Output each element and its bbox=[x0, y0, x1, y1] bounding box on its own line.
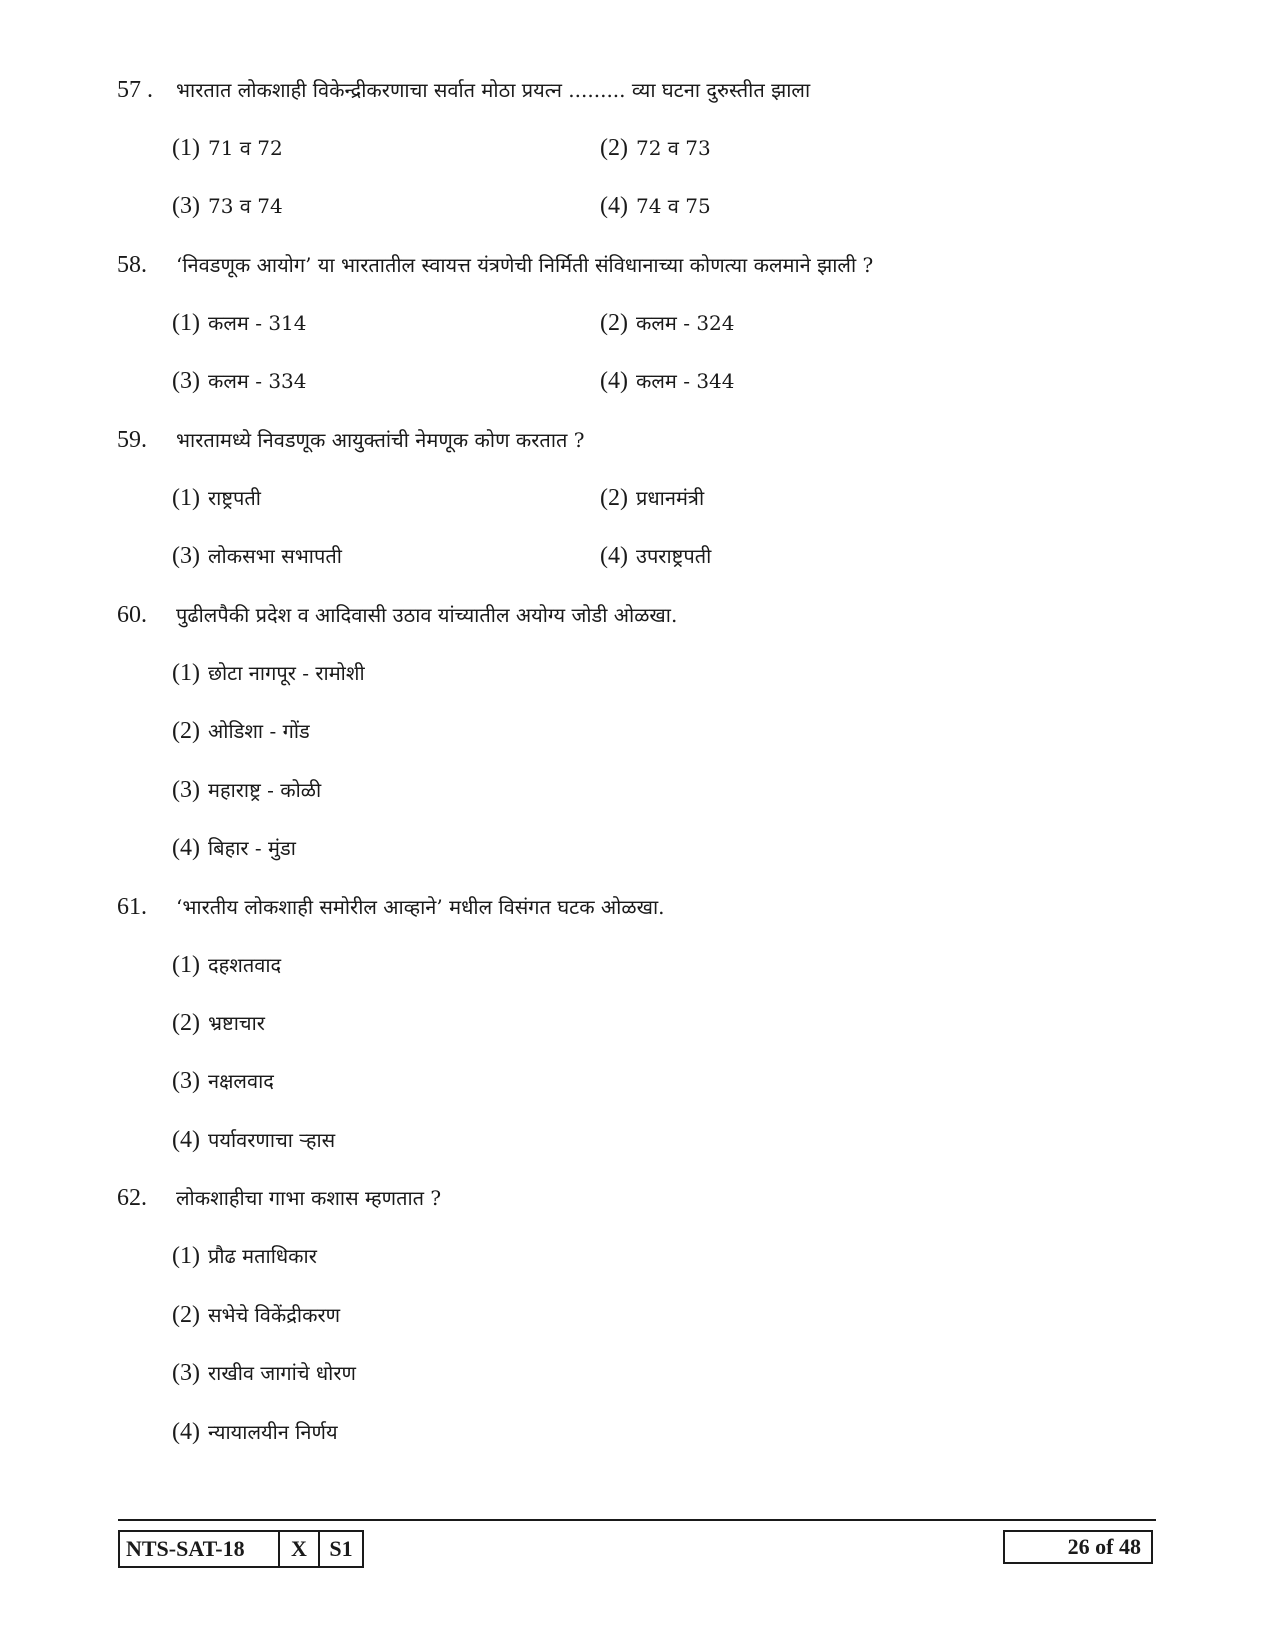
option-number: (1) bbox=[172, 485, 200, 511]
option-1 bbox=[172, 1241, 317, 1271]
option-3 bbox=[172, 1358, 356, 1388]
paper-set: S1 bbox=[329, 1536, 353, 1561]
option-1 bbox=[172, 308, 307, 338]
option-3 bbox=[172, 1066, 274, 1096]
option-2 bbox=[172, 1300, 340, 1330]
option-number: (2) bbox=[172, 1010, 200, 1036]
option-4 bbox=[172, 1417, 338, 1447]
option-text: 71 व 72 bbox=[207, 136, 283, 160]
paper-section: X bbox=[280, 1532, 320, 1566]
option-text: महाराष्ट्र - कोळी bbox=[207, 778, 322, 802]
option-text: नक्षलवाद bbox=[207, 1069, 274, 1093]
option-1 bbox=[172, 133, 283, 163]
option-3 bbox=[172, 541, 342, 571]
question-number: 57 . bbox=[117, 77, 153, 103]
option-number: (3) bbox=[172, 1068, 200, 1094]
paper-code: NTS-SAT-18 bbox=[120, 1532, 280, 1566]
option-4 bbox=[600, 191, 711, 221]
option-text: भ्रष्टाचार bbox=[207, 1011, 265, 1035]
option-number: (4) bbox=[172, 1127, 200, 1153]
option-4 bbox=[172, 833, 296, 863]
option-number: (2) bbox=[600, 135, 628, 161]
option-2 bbox=[600, 308, 735, 338]
option-text: छोटा नागपूर - रामोशी bbox=[207, 661, 365, 685]
option-4 bbox=[600, 366, 735, 396]
question-number: 58. bbox=[117, 252, 147, 278]
option-number: (2) bbox=[172, 1302, 200, 1328]
option-number: (1) bbox=[172, 310, 200, 336]
option-2 bbox=[600, 483, 704, 513]
option-text: कलम - 334 bbox=[207, 369, 307, 393]
option-4 bbox=[600, 541, 711, 571]
option-number: (2) bbox=[600, 310, 628, 336]
option-3 bbox=[172, 366, 307, 396]
option-number: (2) bbox=[600, 485, 628, 511]
option-number: (2) bbox=[172, 718, 200, 744]
question-text: पुढीलपैकी प्रदेश व आदिवासी उठाव यांच्यातील अयोग्य जोडी ओळखा. bbox=[176, 603, 678, 627]
option-2 bbox=[172, 716, 310, 746]
option-number: (1) bbox=[172, 135, 200, 161]
option-number: (4) bbox=[172, 835, 200, 861]
page-number: 26 of 48 bbox=[1003, 1530, 1153, 1564]
option-text: प्रौढ मताधिकार bbox=[207, 1244, 317, 1268]
question-text: भारतामध्ये निवडणूक आयुक्तांची नेमणूक कोण करतात ? bbox=[176, 428, 585, 452]
option-text: दहशतवाद bbox=[207, 953, 282, 977]
option-text: 74 व 75 bbox=[635, 194, 711, 218]
option-text: कलम - 324 bbox=[635, 311, 735, 335]
option-text: 72 व 73 bbox=[635, 136, 711, 160]
option-number: (4) bbox=[600, 543, 628, 569]
option-text: कलम - 344 bbox=[635, 369, 735, 393]
question-text: लोकशाहीचा गाभा कशास म्हणतात ? bbox=[176, 1186, 442, 1210]
option-number: (1) bbox=[172, 952, 200, 978]
question-text: ‘निवडणूक आयोग’ या भारतातील स्वायत्त यंत्रणेची निर्मिती संविधानाच्या कोणत्या कलमाने झाली ? bbox=[176, 253, 874, 277]
option-text: ओडिशा - गोंड bbox=[207, 719, 310, 743]
option-4 bbox=[172, 1125, 335, 1155]
option-number: (1) bbox=[172, 1243, 200, 1269]
option-text: प्रधानमंत्री bbox=[635, 486, 705, 510]
option-text: राखीव जागांचे धोरण bbox=[207, 1361, 356, 1385]
option-text: 73 व 74 bbox=[207, 194, 283, 218]
option-1 bbox=[172, 950, 281, 980]
option-text: लोकसभा सभापती bbox=[207, 544, 342, 568]
option-number: (3) bbox=[172, 777, 200, 803]
paper-code-box bbox=[118, 1530, 364, 1568]
question-text: भारतात लोकशाही विकेन्द्रीकरणाचा सर्वात मोठा प्रयत्न ......... व्या घटना दुरुस्तीत झाला bbox=[176, 78, 811, 102]
option-text: बिहार - मुंडा bbox=[207, 836, 296, 860]
option-number: (4) bbox=[600, 193, 628, 219]
question-number: 60. bbox=[117, 602, 147, 628]
option-3 bbox=[172, 191, 283, 221]
option-text: पर्यावरणाचा ऱ्हास bbox=[207, 1128, 336, 1152]
option-2 bbox=[172, 1008, 265, 1038]
option-2 bbox=[600, 133, 711, 163]
option-1 bbox=[172, 483, 261, 513]
option-text: कलम - 314 bbox=[207, 311, 307, 335]
footer-divider bbox=[118, 1519, 1156, 1521]
option-number: (3) bbox=[172, 368, 200, 394]
option-number: (3) bbox=[172, 1360, 200, 1386]
option-number: (4) bbox=[172, 1419, 200, 1445]
question-number: 61. bbox=[117, 894, 147, 920]
option-3 bbox=[172, 775, 321, 805]
question-number: 62. bbox=[117, 1185, 147, 1211]
option-number: (3) bbox=[172, 193, 200, 219]
option-text: सभेचे विकेंद्रीकरण bbox=[207, 1303, 341, 1327]
question-text: ‘भारतीय लोकशाही समोरील आव्हाने’ मधील विसंगत घटक ओळखा. bbox=[176, 895, 665, 919]
option-number: (1) bbox=[172, 660, 200, 686]
option-text: न्यायालयीन निर्णय bbox=[207, 1420, 338, 1444]
option-text: उपराष्ट्रपती bbox=[635, 544, 712, 568]
option-text: राष्ट्रपती bbox=[207, 486, 261, 510]
option-1 bbox=[172, 658, 365, 688]
option-number: (4) bbox=[600, 368, 628, 394]
option-number: (3) bbox=[172, 543, 200, 569]
question-number: 59. bbox=[117, 427, 147, 453]
